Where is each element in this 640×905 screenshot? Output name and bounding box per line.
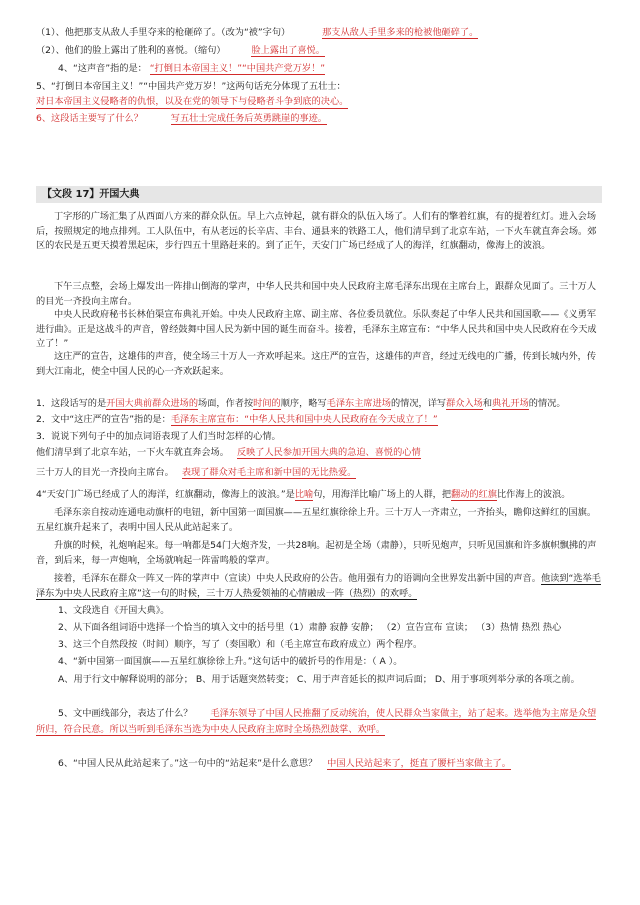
answer-text: 写五壮士完成任务后英勇跳崖的事迹。 bbox=[170, 113, 327, 124]
question-text: 5、“打倒日本帝国主义！”“中国共产党万岁！”这两句话充分体现了五壮士： bbox=[36, 81, 346, 92]
passage-question-3a bbox=[36, 446, 421, 459]
question-text: 句，用海洋比喻广场上的人群，把 bbox=[313, 489, 452, 500]
section-title: 【文段 17】开国大典 bbox=[42, 189, 140, 200]
passage-paragraph: 丁字形的广场汇集了从西面八方来的群众队伍。早上六点钟起，就有群众的队伍入场了。人们有的擎着红旗，有的提着红灯。进入会场后，按照规定的地点排列。工人队伍中，有从老远的长辛店、丰台、通县来的铁路工人，他们清早到了北京车站，一下火车就直奔会场。郊区的农民是五更天摸着黑起床，步行四五十里路赶来的。到了正午，天安门广场已经成了人的海洋，红旗翻动，像海上的波浪。 bbox=[36, 211, 597, 252]
passage-paragraph: 中央人民政府秘书长林伯渠宣布典礼开始。中央人民政府主席、副主席、各位委员就位。乐队奏起了中华人民共和国国歌——《义勇军进行曲》。正是这战斗的声音，曾经鼓舞中国人民为新中国的诞生而奋斗。接着，毛泽东主席宣布：“中华人民共和国中央人民政府在今天成立了！” bbox=[36, 309, 597, 350]
question-text: 和 bbox=[482, 398, 493, 409]
question-text: 三十万人的目光一齐投向主席台。 bbox=[36, 467, 174, 478]
passage2-question-2: 2、从下面各组词语中选择一个恰当的填入文中的括号里（1）肃静 寂静 安静； （2）宣告宣布 宣读； （3）热情 热烈 热心 bbox=[58, 622, 562, 633]
question-text: （2）、他们的脸上露出了胜利的喜悦。（缩句） bbox=[36, 45, 226, 56]
question-1b bbox=[36, 44, 325, 57]
question-text: 4、“这声音”指的是： bbox=[58, 63, 147, 74]
passage2-question-1: 1、文段选自《开国大典》。 bbox=[58, 605, 170, 616]
question-text: 顺序，略写 bbox=[280, 398, 327, 409]
answer-text: 开国大典前群众进场的 bbox=[106, 398, 199, 409]
answer-text: 比喻 bbox=[294, 489, 314, 500]
passage-paragraph: 升旗的时候，礼炮响起来。每一响都是54门大炮齐发，一共28响。起初是全场（肃静），只听见炮声，只听见国旗和许多旗帜飘拂的声音，到后来，每一声炮响，全场就响起一阵雷鸣般的掌声。 bbox=[36, 540, 597, 566]
answer-text: 毛泽东领导了中国人民推翻了反动统治，使人民群众当家做主，站了起来。选举他为主席是众望所归，符合民意。所以当听到毛泽东当选为中央人民政府主席时全场热烈鼓掌、欢呼。 bbox=[36, 708, 597, 735]
passage2-question-4-options: A、用于行文中解释说明的部分； B、用于话题突然转变； C、用于声音延长的拟声词后面； D、用于事项列举分承的各项之前。 bbox=[58, 674, 580, 685]
passage2-question-5 bbox=[36, 706, 602, 737]
passage-question-4 bbox=[36, 488, 570, 501]
passage-paragraph bbox=[36, 571, 602, 601]
passage-question-2 bbox=[36, 413, 438, 426]
passage-question-3b bbox=[36, 466, 356, 479]
answer-text: 反映了人民参加开国大典的急迫、喜悦的心情 bbox=[236, 447, 421, 458]
passage-paragraph: 这庄严的宣告，这雄伟的声音，使全场三十万人一齐欢呼起来。这庄严的宣告，这雄伟的声音，经过无线电的广播，传到长城内外，传到大江南北，使全中国人民的心一齐欢跃起来。 bbox=[36, 351, 597, 377]
answer-text: 脸上露出了喜悦。 bbox=[251, 45, 325, 56]
question-text: 的情况。 bbox=[528, 398, 566, 409]
paragraph-text: 接着，毛泽东在群众一阵又一阵的掌声中（宣读）中央人民政府的公告。他用强有力的语调向全世界发出新中国的声音。 bbox=[54, 573, 541, 584]
passage2-question-4: 4、“新中国第一面国旗——五星红旗徐徐上升。”这句话中的破折号的作用是：（ A ）。 bbox=[58, 656, 403, 667]
question-5 bbox=[36, 80, 346, 93]
question-text: 他们清早到了北京车站，一下火车就直奔会场。 bbox=[36, 447, 229, 458]
question-1a bbox=[36, 26, 478, 39]
answer-text: 表现了群众对毛主席和新中国的无比热爱。 bbox=[181, 467, 357, 478]
question-text: 6、“中国人民从此站起来了。”这一句中的“站起来”是什么意思？ bbox=[58, 758, 318, 769]
answer-text: 群众入场 bbox=[446, 398, 483, 409]
answer-text: 毛泽东主席进场 bbox=[326, 398, 391, 409]
question-text: 1．这段话写的是 bbox=[36, 398, 107, 409]
answer-text: 时间的 bbox=[253, 398, 281, 409]
passage-question-3: 3．说说下列句子中的加点词语表现了人们当时怎样的心情。 bbox=[36, 431, 281, 442]
answer-text: “打倒日本帝国主义！”“中国共产党万岁！” bbox=[149, 63, 326, 74]
answer-text: 那支从敌人手里多来的枪被他砸碎了。 bbox=[322, 27, 479, 38]
question-6 bbox=[36, 112, 327, 125]
underlined-text: 他读到“选举毛泽东为中央人民政府主席”这一句的时候，三十万人热爱领袖的心情融成一阵（热烈）的欢呼。 bbox=[36, 573, 601, 599]
answer-text: 翻动的红旗 bbox=[451, 489, 497, 500]
passage2-question-3: 3、这三个自然段按（时间）顺序，写了（奏国歌）和（毛主席宣布政府成立）两个程序。 bbox=[58, 639, 423, 650]
question-text: 4“天安门广场已经成了人的海洋，红旗翻动，像海上的波浪。”是 bbox=[36, 489, 295, 500]
question-text: 5、文中画线部分，表达了什么？ bbox=[58, 708, 193, 719]
passage-paragraph: 下午三点整，会场上爆发出一阵排山倒海的掌声，中华人民共和国中央人民政府主席毛泽东出现在主席台上，跟群众见面了。三十万人的目光一齐投向主席台。 bbox=[36, 281, 597, 307]
question-text: （1）、他把那支从敌人手里夺来的枪砸碎了。（改为“被”字句） bbox=[36, 27, 291, 38]
question-text: 的情况，详写 bbox=[390, 398, 447, 409]
section-header bbox=[36, 186, 602, 203]
passage-question-1 bbox=[36, 397, 566, 410]
answer-text: 毛泽东主席宣布：“中华人民共和国中央人民政府在今天成立了！” bbox=[170, 414, 438, 425]
question-text: 场面，作者按 bbox=[198, 398, 254, 409]
question-text: 比作海上的波浪。 bbox=[496, 489, 571, 500]
answer-text: 典礼开场 bbox=[492, 398, 529, 409]
question-text: 6、这段话主要写了什么？ bbox=[36, 113, 143, 124]
passage-paragraph: 毛泽东亲自按动连通电动旗杆的电钮，新中国第一面国旗——五星红旗徐徐上升。三十万人一齐肃立，一齐抬头，瞻仰这鲜红的国旗。五星红旗升起来了，表明中国人民从此站起来了。 bbox=[36, 507, 597, 533]
answer-text: 中国人民站起来了，挺直了腰杆当家做主了。 bbox=[327, 758, 511, 769]
answer-text: 对日本帝国主义侵略者的仇恨，以及在党的领导下与侵略者斗争到底的决心。 bbox=[36, 96, 349, 107]
question-4 bbox=[58, 62, 325, 75]
question-text: 2．文中“这庄严的宣告”指的是： bbox=[36, 414, 171, 425]
passage2-question-6 bbox=[58, 757, 511, 770]
